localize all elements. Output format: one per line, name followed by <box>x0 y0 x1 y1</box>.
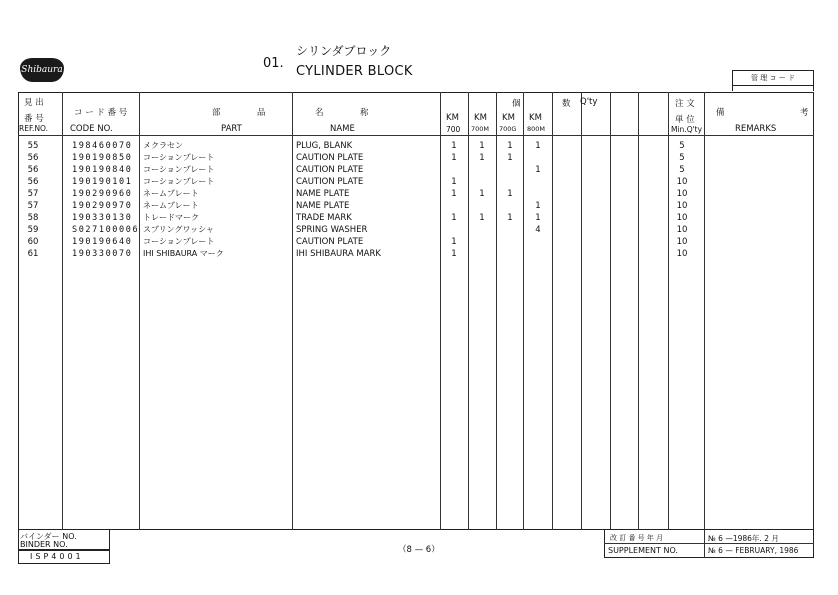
qty-header-en: Q'ty <box>580 97 598 107</box>
ref-header-en: REF.NO. <box>19 124 49 133</box>
ref-no-cell: 57 <box>27 201 39 211</box>
model-header-700g-sub: 700G <box>499 125 517 133</box>
supplement-value-ja: № 6 —1986年. 2 月 <box>708 534 779 543</box>
ref-header-ja-1: 見 出 <box>24 98 44 108</box>
qty-cell: 1 <box>507 213 513 223</box>
model-header-700g: KM <box>502 113 515 123</box>
qty-cell: 1 <box>507 189 513 199</box>
name-header-ja-1: 名 <box>315 108 324 118</box>
qty-cell: 1 <box>535 165 541 175</box>
part-name-ja-cell: IHI SHIBAURA マーク <box>143 249 224 258</box>
qty-cell: 1 <box>451 249 457 259</box>
min-qty-cell: 10 <box>676 201 688 211</box>
qty-cell: 1 <box>451 189 457 199</box>
min-qty-cell: 10 <box>676 189 688 199</box>
code-no-cell: 190330130 <box>72 213 133 223</box>
qty-header-ja-1: 個 <box>512 99 521 109</box>
table-row <box>0 188 838 200</box>
part-name-en-cell: CAUTION PLATE <box>296 153 364 163</box>
part-name-ja-cell: コーションプレート <box>143 153 215 162</box>
model-header-700m-sub: 700M <box>471 125 490 133</box>
supplement-label-ja: 改 訂 番 号 年 月 <box>610 534 664 542</box>
ref-no-cell: 61 <box>27 249 39 259</box>
page-number: （8 — 6） <box>398 545 440 555</box>
qty-cell: 1 <box>479 189 485 199</box>
code-no-cell: 190290970 <box>72 201 133 211</box>
qty-cell: 1 <box>451 153 457 163</box>
qty-cell: 1 <box>507 141 513 151</box>
table-row <box>0 200 838 212</box>
ref-no-cell: 60 <box>27 237 39 247</box>
qty-cell: 1 <box>479 213 485 223</box>
remarks-header-ja-2: 考 <box>800 108 809 118</box>
code-no-cell: 190190840 <box>72 165 133 175</box>
part-name-en-cell: PLUG, BLANK <box>296 141 353 151</box>
part-name-ja-cell: コーションプレート <box>143 237 215 246</box>
model-header-700-sub: 700 <box>446 125 461 134</box>
min-qty-cell: 10 <box>676 249 688 259</box>
part-name-en-cell: SPRING WASHER <box>296 225 368 235</box>
ref-no-cell: 57 <box>27 189 39 199</box>
management-code-box <box>732 84 814 91</box>
code-header-en: CODE NO. <box>70 124 113 134</box>
part-name-en-cell: NAME PLATE <box>296 201 350 211</box>
qty-header-ja-2: 数 <box>562 99 571 109</box>
qty-cell: 1 <box>479 153 485 163</box>
section-number: 01. <box>263 56 284 71</box>
code-no-cell: 190330070 <box>72 249 133 259</box>
minqty-header-ja-1: 注 文 <box>675 99 695 109</box>
supplement-col-divider <box>704 530 705 558</box>
qty-cell: 1 <box>451 237 457 247</box>
ref-no-cell: 56 <box>27 165 39 175</box>
code-no-cell: 190290960 <box>72 189 133 199</box>
min-qty-cell: 10 <box>676 213 688 223</box>
name-header-ja-2: 称 <box>360 108 369 118</box>
code-header-ja: コ ー ド 番 号 <box>74 108 128 118</box>
ref-no-cell: 58 <box>27 213 39 223</box>
part-name-en-cell: TRADE MARK <box>296 213 352 223</box>
ref-no-cell: 59 <box>27 225 39 235</box>
minqty-header-ja-2: 単 位 <box>675 115 695 125</box>
supplement-value-en: № 6 — FEBRUARY, 1986 <box>708 546 799 555</box>
part-name-en-cell: CAUTION PLATE <box>296 165 364 175</box>
model-header-700: KM <box>446 113 459 123</box>
min-qty-cell: 5 <box>679 153 685 163</box>
supplement-label-en: SUPPLEMENT NO. <box>608 546 678 555</box>
part-header-ja-1: 部 <box>212 108 221 118</box>
ref-no-cell: 56 <box>27 177 39 187</box>
ref-no-cell: 55 <box>27 141 39 151</box>
min-qty-cell: 5 <box>679 141 685 151</box>
qty-cell: 1 <box>535 213 541 223</box>
qty-cell: 1 <box>479 141 485 151</box>
code-no-cell: S027100006 <box>72 225 140 235</box>
qty-cell: 1 <box>535 201 541 211</box>
table-row <box>0 140 838 152</box>
table-row <box>0 152 838 164</box>
title-japanese: シリンダブロック <box>296 44 392 58</box>
ref-header-ja-2: 番 号 <box>24 114 44 124</box>
code-no-cell: 190190640 <box>72 237 133 247</box>
shibaura-logo: Shibaura <box>20 58 64 82</box>
model-header-700m: KM <box>474 113 487 123</box>
qty-cell: 1 <box>535 141 541 151</box>
binder-label-ja: バインダー NO. <box>20 532 77 541</box>
part-name-ja-cell: スプリングワッシャ <box>143 225 214 234</box>
code-no-cell: 190190101 <box>72 177 133 187</box>
title-english: CYLINDER BLOCK <box>296 64 413 79</box>
part-name-en-cell: IHI SHIBAURA MARK <box>296 249 381 259</box>
part-name-ja-cell: ネームプレート <box>143 201 199 210</box>
table-row <box>0 248 838 260</box>
part-name-en-cell: NAME PLATE <box>296 189 350 199</box>
code-no-cell: 198460070 <box>72 141 133 151</box>
remarks-header-en: REMARKS <box>735 124 777 134</box>
qty-cell: 1 <box>451 213 457 223</box>
model-header-800m-sub: 800M <box>527 125 546 133</box>
binder-value: ISP4001 <box>30 552 84 561</box>
part-header-ja-2: 品 <box>257 108 266 118</box>
table-row <box>0 236 838 248</box>
part-name-ja-cell: コーションプレート <box>143 165 215 174</box>
remarks-header-ja-1: 備 <box>716 108 725 118</box>
binder-label-en: BINDER NO. <box>20 540 68 549</box>
part-name-ja-cell: トレードマーク <box>143 213 199 222</box>
part-header-en: PART <box>221 124 242 134</box>
qty-cell: 1 <box>451 177 457 187</box>
table-row <box>0 176 838 188</box>
min-qty-cell: 5 <box>679 165 685 175</box>
min-qty-cell: 10 <box>676 177 688 187</box>
minqty-header-en: Min.Q'ty <box>671 125 703 134</box>
min-qty-cell: 10 <box>676 237 688 247</box>
name-header-en: NAME <box>330 124 355 134</box>
ref-no-cell: 56 <box>27 153 39 163</box>
min-qty-cell: 10 <box>676 225 688 235</box>
part-name-en-cell: CAUTION PLATE <box>296 177 364 187</box>
code-no-cell: 190190850 <box>72 153 133 163</box>
part-name-ja-cell: コーションプレート <box>143 177 215 186</box>
part-name-ja-cell: メクラセン <box>143 141 183 150</box>
part-name-en-cell: CAUTION PLATE <box>296 237 364 247</box>
table-row <box>0 212 838 224</box>
qty-cell: 1 <box>451 141 457 151</box>
table-row <box>0 164 838 176</box>
table-row <box>0 224 838 236</box>
header-divider <box>18 135 814 136</box>
model-header-800m: KM <box>529 113 542 123</box>
management-code-label: 管 理 コ ー ド <box>732 70 814 86</box>
part-name-ja-cell: ネームプレート <box>143 189 199 198</box>
qty-cell: 4 <box>535 225 541 235</box>
qty-cell: 1 <box>507 153 513 163</box>
